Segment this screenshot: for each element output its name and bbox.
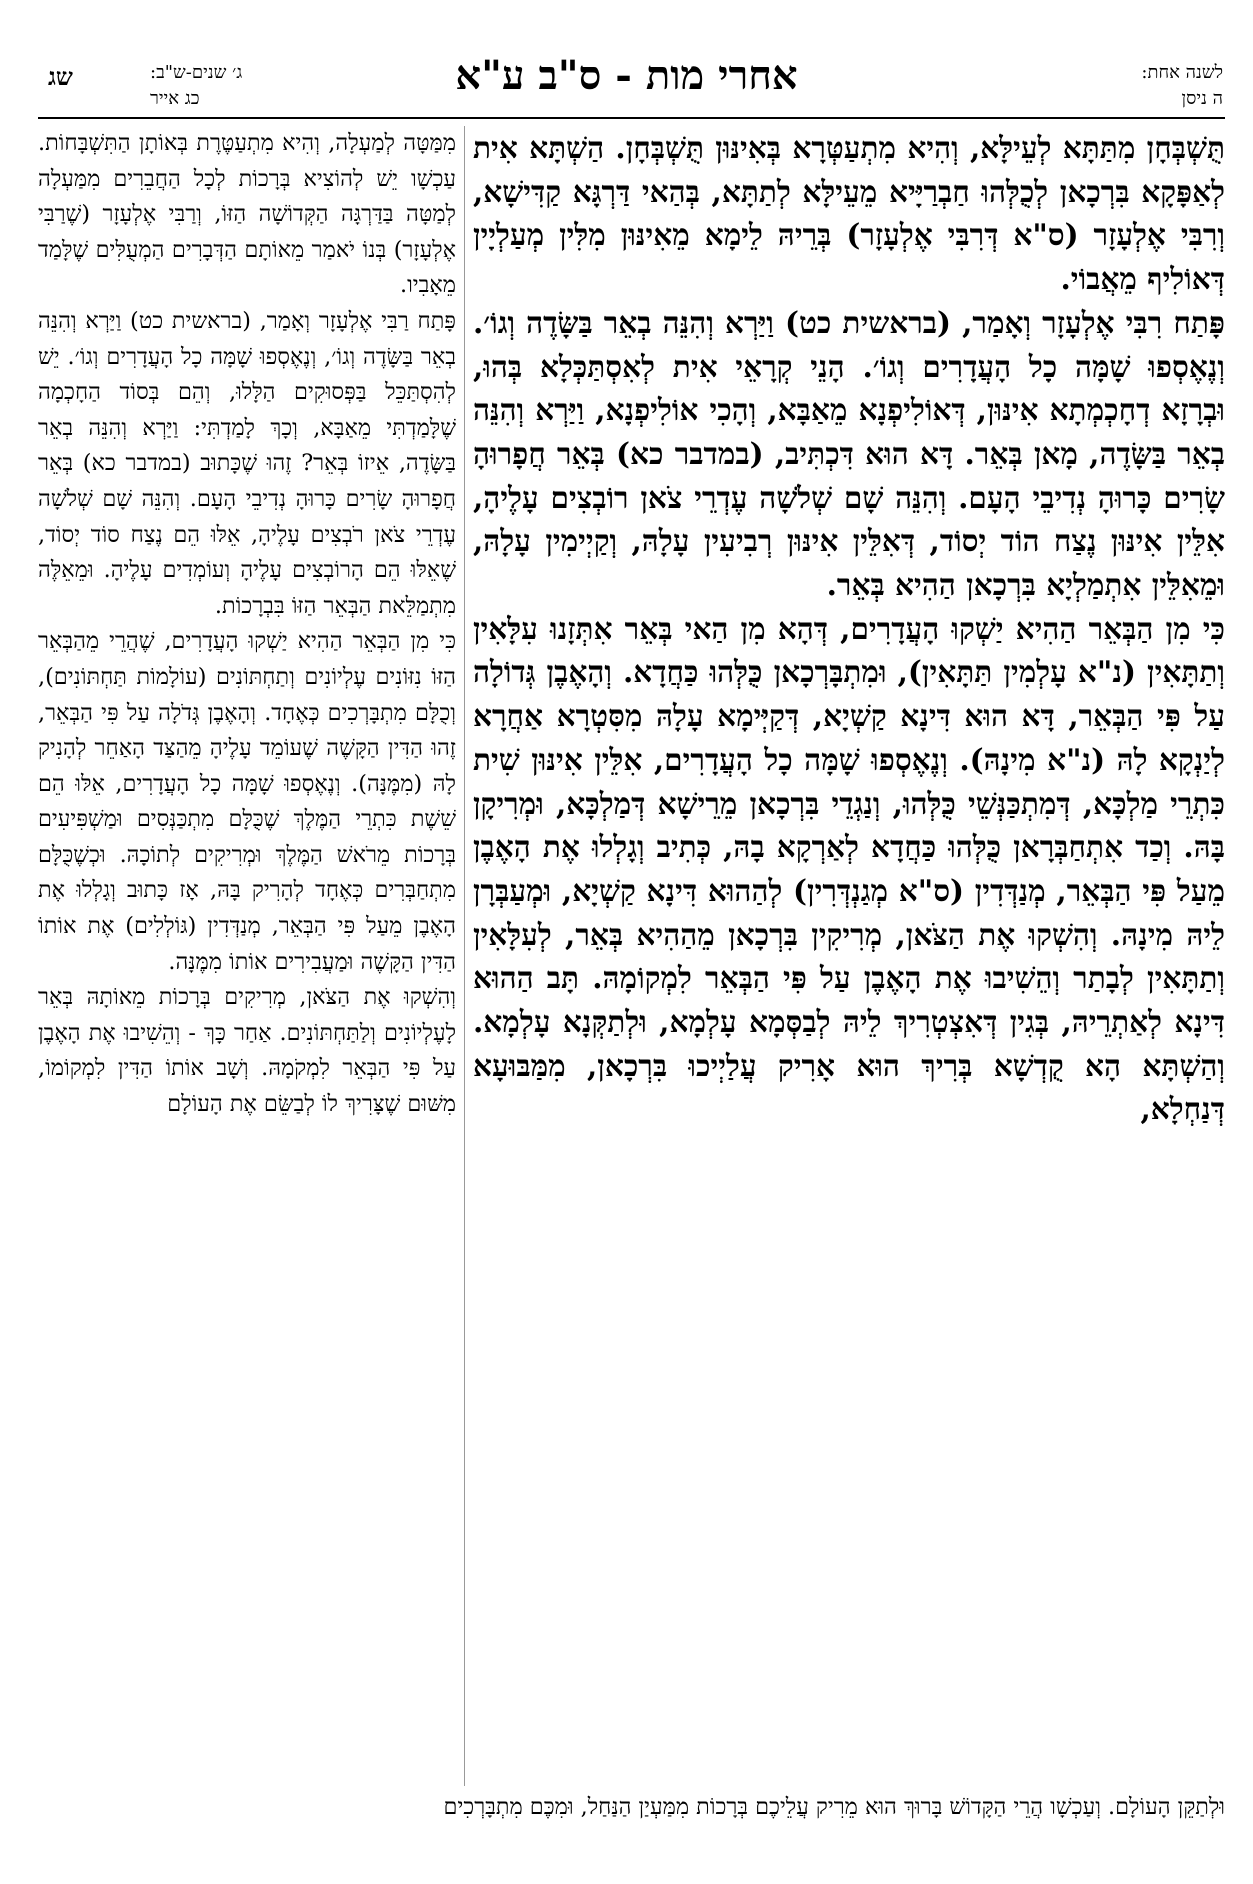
main-paragraph: תֻּשְׁבְּחָן מִתַּתָּא לְעֵילָּא, וְהִיא מִתְעַטְּרָא בְּאִינּוּן תֻּשְׁבְּחָן. הַשְׁתָּא אִית לְאַפָּקָא בִּרְכָאן לְכֻלְּהוּ חַבְרַיָּיא מֵעֵילָּא לְתַתָּא, בְּהַאי דַּרְגָּא קַדִּישָׁא, וְרִבִּי אֶלְעָזָר (ס"א דְּרִבִּי אֶלְעָזָר) בְּרֵיהּ לֵימָא מֵאִינּוּן מִלִּין מְעַלְיָין דְּאוֹלִיף מֵאֲבוֹי.: [473, 130, 1225, 297]
translation-column: [38, 126, 456, 1788]
page-title: אחרי מות - ס"ב ע"א: [455, 52, 798, 99]
main-paragraph: פָּתַח רִבִּי אֶלְעָזָר וְאָמַר, (בראשית כט) וַיַּרְא וְהִנֵּה בְאֵר בַּשָּׂדֶה וְגוֹ׳. וְנֶאֶסְפוּ שָׁמָּה כָל הָעֲדָרִים וְגוֹ׳. הָנֵי קְרָאֵי אִית לְאִסְתַּכְּלָא בְּהוּ, וּבְרָזָא דְחָכְמְתָא אִינּוּן, דְּאוֹלִיפְנָא מֵאַבָּא, וְהָכִי אוֹלִיפְנָא, וַיַּרְא וְהִנֵּה בְאֵר בַּשָּׂדֶה, מָאן בְּאֵר. דָּא הוּא דִּכְתִּיב, (במדבר כא) בְּאֵר חֲפָרוּהָ שָׂרִים כָּרוּהָ נְדִיבֵי הָעָם. וְהִנֵּה שָׁם שְׁלֹשָׁה עֶדְרֵי צֹאן רוֹבְצִים עָלֶיהָ, אִלֵּין אִינּוּן נֶצַח הוֹד יְסוֹד, דְּאִלֵּין אִינּוּן רְבִיעִין עָלָהּ, וְקַיְימִין עָלָהּ, וּמֵאִלֵּין אִתְמַלְיָא בִּרְכָאן הַהִיא בְּאֵר.: [473, 304, 1225, 603]
header-date-one-year: ה ניסן: [1181, 88, 1223, 109]
main-text-column: [473, 126, 1225, 1788]
header-chapter-one-year: לשנה אחת:: [1141, 62, 1223, 83]
translation-paragraph: פָּתַח רַבִּי אֶלְעָזָר וְאָמַר, (בראשית כט) וַיַּרְא וְהִנֵּה בְאֵר בַּשָּׂדֶה וְגוֹ׳, וְנֶאֶסְפוּ שָׁמָּה כָל הָעֲדָרִים וְגוֹ׳. יֵשׁ לְהִסְתַּכֵּל בַּפְּסוּקִים הַלָּלוּ, וְהֵם בְּסוֹד הַחָכְמָה שֶׁלָּמַדְתִּי מֵאַבָּא, וְכָךְ לָמַדְתִּי: וַיַּרְא וְהִנֵּה בְאֵר בַּשָּׂדֶה, אֵיזוֹ בְּאֵר? זֶהוּ שֶׁכָּתוּב (במדבר כא) בְּאֵר חֲפָרוּהָ שָׂרִים כָּרוּהָ נְדִיבֵי הָעָם. וְהִנֵּה שָׁם שְׁלֹשָׁה עֶדְרֵי צֹאן רֹבְצִים עָלֶיהָ, אֵלּוּ הֵם נֶצַח סוֹד יְסוֹד, שֶׁאֵלּוּ הֵם הָרוֹבְצִים עָלֶיהָ וְעוֹמְדִים עָלֶיהָ. וּמֵאֵלֶּה מִתְמַלֵּאת הַבְּאֵר הַזּוֹ בִּבְרָכוֹת.: [38, 307, 456, 619]
page-number: שג: [48, 62, 73, 91]
header-chapter-three-years: ג׳ שנים-ש"ב:: [150, 62, 243, 83]
translation-paragraph: כִּי מִן הַבְּאֵר הַהִיא יַשְׁקוּ הָעֲדָרִים, שֶׁהֲרֵי מֵהַבְּאֵר הַזּוֹ נִזּוֹנִים עֶלְיוֹנִים וְתַחְתּוֹנִים (עוֹלָמוֹת תַּחְתּוֹנִים), וְכֻלָּם מִתְבָּרְכִים כְּאֶחָד. וְהָאֶבֶן גְּדֹלָה עַל פִּי הַבְּאֵר, זֶהוּ הַדִּין הַקָּשֶׁה שֶׁעוֹמֵד עָלֶיהָ מֵהַצַּד הָאַחֵר לְהָנִיק לָהּ (מִמֶּנָּה). וְנֶאֶסְפוּ שָׁמָּה כָל הָעֲדָרִים, אֵלּוּ הֵם שֵׁשֶׁת כִּתְרֵי הַמֶּלֶךְ שֶׁכֻּלָּם מִתְכַּנְּסִים וּמַשְׁפִּיעִים בְּרָכוֹת מֵרֹאשׁ הַמֶּלֶךְ וּמְרִיקִים לְתוֹכָהּ. וּכְשֶׁכֻּלָּם מִתְחַבְּרִים כְּאֶחָד לְהָרִיק בָּהּ, אָז כָּתוּב וְגָלְלוּ אֶת הָאֶבֶן מֵעַל פִּי הַבְּאֵר, מְנַדְּדִין (גּוֹלְלִים) אֶת אוֹתוֹ הַדִּין הַקָּשֶׁה וּמַעֲבִירִים אוֹתוֹ מִמֶּנָּה.: [38, 628, 456, 975]
column-divider: [464, 126, 465, 1786]
header-divider: [38, 117, 1225, 119]
translation-paragraph: וְהִשְׁקוּ אֶת הַצֹּאן, מְרִיקִים בְּרָכוֹת מֵאוֹתָהּ בְּאֵר לָעֶלְיוֹנִים וְלַתַּחְתּוֹנִים. אַחַר כָּךְ - וְהֵשִׁיבוּ אֶת הָאֶבֶן עַל פִּי הַבְּאֵר לִמְקֹמָהּ. וְשָׁב אוֹתוֹ הַדִּין לִמְקוֹמוֹ, מִשּׁוּם שֶׁצָּרִיךְ לוֹ לְבַשֵּׂם אֶת הָעוֹלָם: [38, 984, 456, 1118]
header-date-three-years: כג אייר: [150, 88, 200, 109]
translation-paragraph: מִמַּטָּה לְמַעְלָה, וְהִיא מִתְעַטֶּרֶת בְּאוֹתָן הַתִּשְׁבָּחוֹת. עַכְשָׁו יֵשׁ לְהוֹצִיא בְּרָכוֹת לְכָל הַחֲבֵרִים מִמַּעְלָה לְמַטָּה בַּדַּרְגָּה הַקְּדוֹשָׁה הַזּוֹ, וְרַבִּי אֶלְעָזָר (שֶׁרַבִּי אֶלְעָזָר) בְּנוֹ יֹאמַר מֵאוֹתָם הַדְּבָרִים הַמְעֻלִּים שֶׁלָּמַד מֵאָבִיו.: [38, 130, 456, 299]
footer-continuation: וּלְתַקֵּן הָעוֹלָם. וְעַכְשָׁו הֲרֵי הַקָּדוֹשׁ בָּרוּךְ הוּא מֵרִיק עֲלֵיכֶם בְּרָכוֹת מִמַּעְיַן הַנַּחַל, וּמִכֶּם מִתְבָּרְכִים: [443, 1794, 1225, 1820]
main-paragraph: כִּי מִן הַבְּאֵר הַהִיא יַשְׁקוּ הָעֲדָרִים, דְּהָא מִן הַאי בְּאֵר אִתְּזָנוּ עִלָּאִין וְתַתָּאִין (נ"א עָלְמִין תַּתָּאִין), וּמִתְבָּרְכָאן כֻּלְּהוּ כַּחֲדָא. וְהָאֶבֶן גְּדוֹלָה עַל פִּי הַבְּאֵר, דָּא הוּא דִּינָא קַשְׁיָא, דְּקַיְּימָא עָלָהּ מִסִּטְרָא אַחֲרָא לְיַנְקָא לָהּ (נ"א מִינָהּ). וְנֶאֶסְפוּ שָׁמָּה כָל הָעֲדָרִים, אִלֵּין אִינּוּן שִׁית כִּתְרֵי מַלְכָּא, דְּמִתְכַּנְּשֵׁי כֻּלְּהוּ, וְנַגְדֵי בִּרְכָאן מֵרֵישָׁא דְּמַלְכָּא, וּמְרִיקָן בָּהּ. וְכַד אִתְחַבְּרָאן כֻּלְּהוּ כַּחֲדָא לְאַרְקָא בָהּ, כְּתִיב וְגָלְלוּ אֶת הָאֶבֶן מֵעַל פִּי הַבְּאֵר, מְנַדְּדִין (ס"א מְגַנְדְּרִין) לְהַהוּא דִּינָא קַשְׁיָא, וּמְעַבְּרָן לֵיהּ מִינָהּ. וְהִשְׁקוּ אֶת הַצֹּאן, מְרִיקִין בִּרְכָאן מֵהַהִיא בְּאֵר, לְעִלָּאִין וְתַתָּאִין לְבָתַר וְהֵשִׁיבוּ אֶת הָאֶבֶן עַל פִּי הַבְּאֵר לִמְקוֹמָהּ. תָּב הַהוּא דִּינָא לְאַתְרֵיהּ, בְּגִין דְּאִצְטְרִיךְ לֵיהּ לְבַסְּמָא עָלְמָא, וּלְתַקְּנָא עָלְמָא. וְהַשְׁתָּא הָא קֻדְשָׁא בְּרִיךְ הוּא אָרִיק עֲלַיְיכוּ בִּרְכָאן, מִמַּבּוּעָא דְּנַחְלָא,: [473, 610, 1225, 1127]
